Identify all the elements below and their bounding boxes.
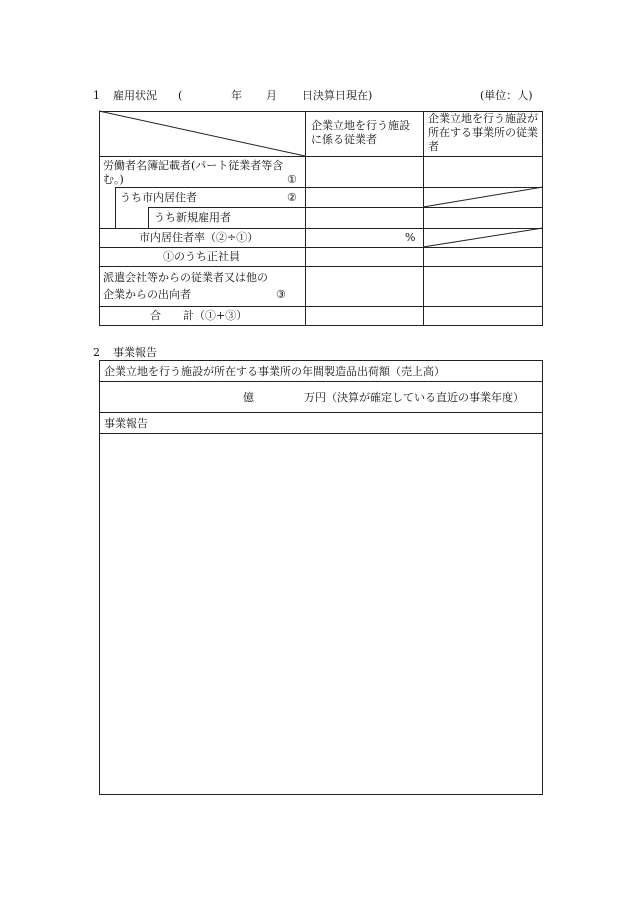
section1-number: 1	[93, 89, 100, 102]
col-header-facility: 企業立地を行う施設に係る従業者	[311, 119, 410, 146]
shipment-label: 企業立地を行う施設が所在する事業所の年間製造品出荷額（売上高）	[104, 365, 445, 378]
row-registered-line1: 労働者名簿記載者(パート従業者等含	[103, 159, 284, 172]
report-text-area[interactable]	[100, 434, 542, 794]
section1-month-label: 月	[266, 89, 277, 102]
resident-diagonal	[423, 187, 543, 207]
report-label: 事業報告	[104, 417, 148, 430]
row-dispatched-line1: 派遣会社等からの従業者又は他の	[103, 271, 268, 284]
shipment-man-yen: 万円（決算が確定している直近の事業年度）	[304, 391, 524, 404]
row-ratio: 市内居住者率（②÷①）	[139, 231, 259, 244]
ratio-diagonal	[423, 228, 543, 247]
shipment-oku: 億	[243, 391, 254, 404]
section2-number: 2	[93, 346, 100, 359]
row-dispatched-line2: 企業からの出向者	[103, 288, 191, 301]
row-new-hire: うち新規雇用者	[154, 211, 231, 224]
header-diagonal	[99, 111, 305, 156]
row-regular: ①のうち正社員	[163, 250, 240, 263]
row-registered-line2: む。)	[103, 173, 124, 186]
section1-open-paren: (	[178, 89, 183, 102]
col-header-establishment: 企業立地を行う施設が所在する事業所の従業者	[428, 112, 538, 153]
row-registered-mark: ①	[287, 173, 297, 186]
section2-title: 事業報告	[113, 346, 157, 359]
row-resident: うち市内居住者	[120, 191, 197, 204]
section1-unit: (単位：人)	[480, 89, 533, 102]
section1-date-suffix: 日決算日現在)	[302, 89, 373, 102]
section1-year-label: 年	[231, 89, 242, 102]
row-ratio-percent: %	[405, 231, 416, 244]
section1-title: 雇用状況	[113, 89, 157, 102]
row-dispatched-mark: ③	[276, 288, 286, 301]
row-total: 合 計（①+③）	[150, 309, 248, 322]
row-resident-mark: ②	[287, 191, 297, 204]
